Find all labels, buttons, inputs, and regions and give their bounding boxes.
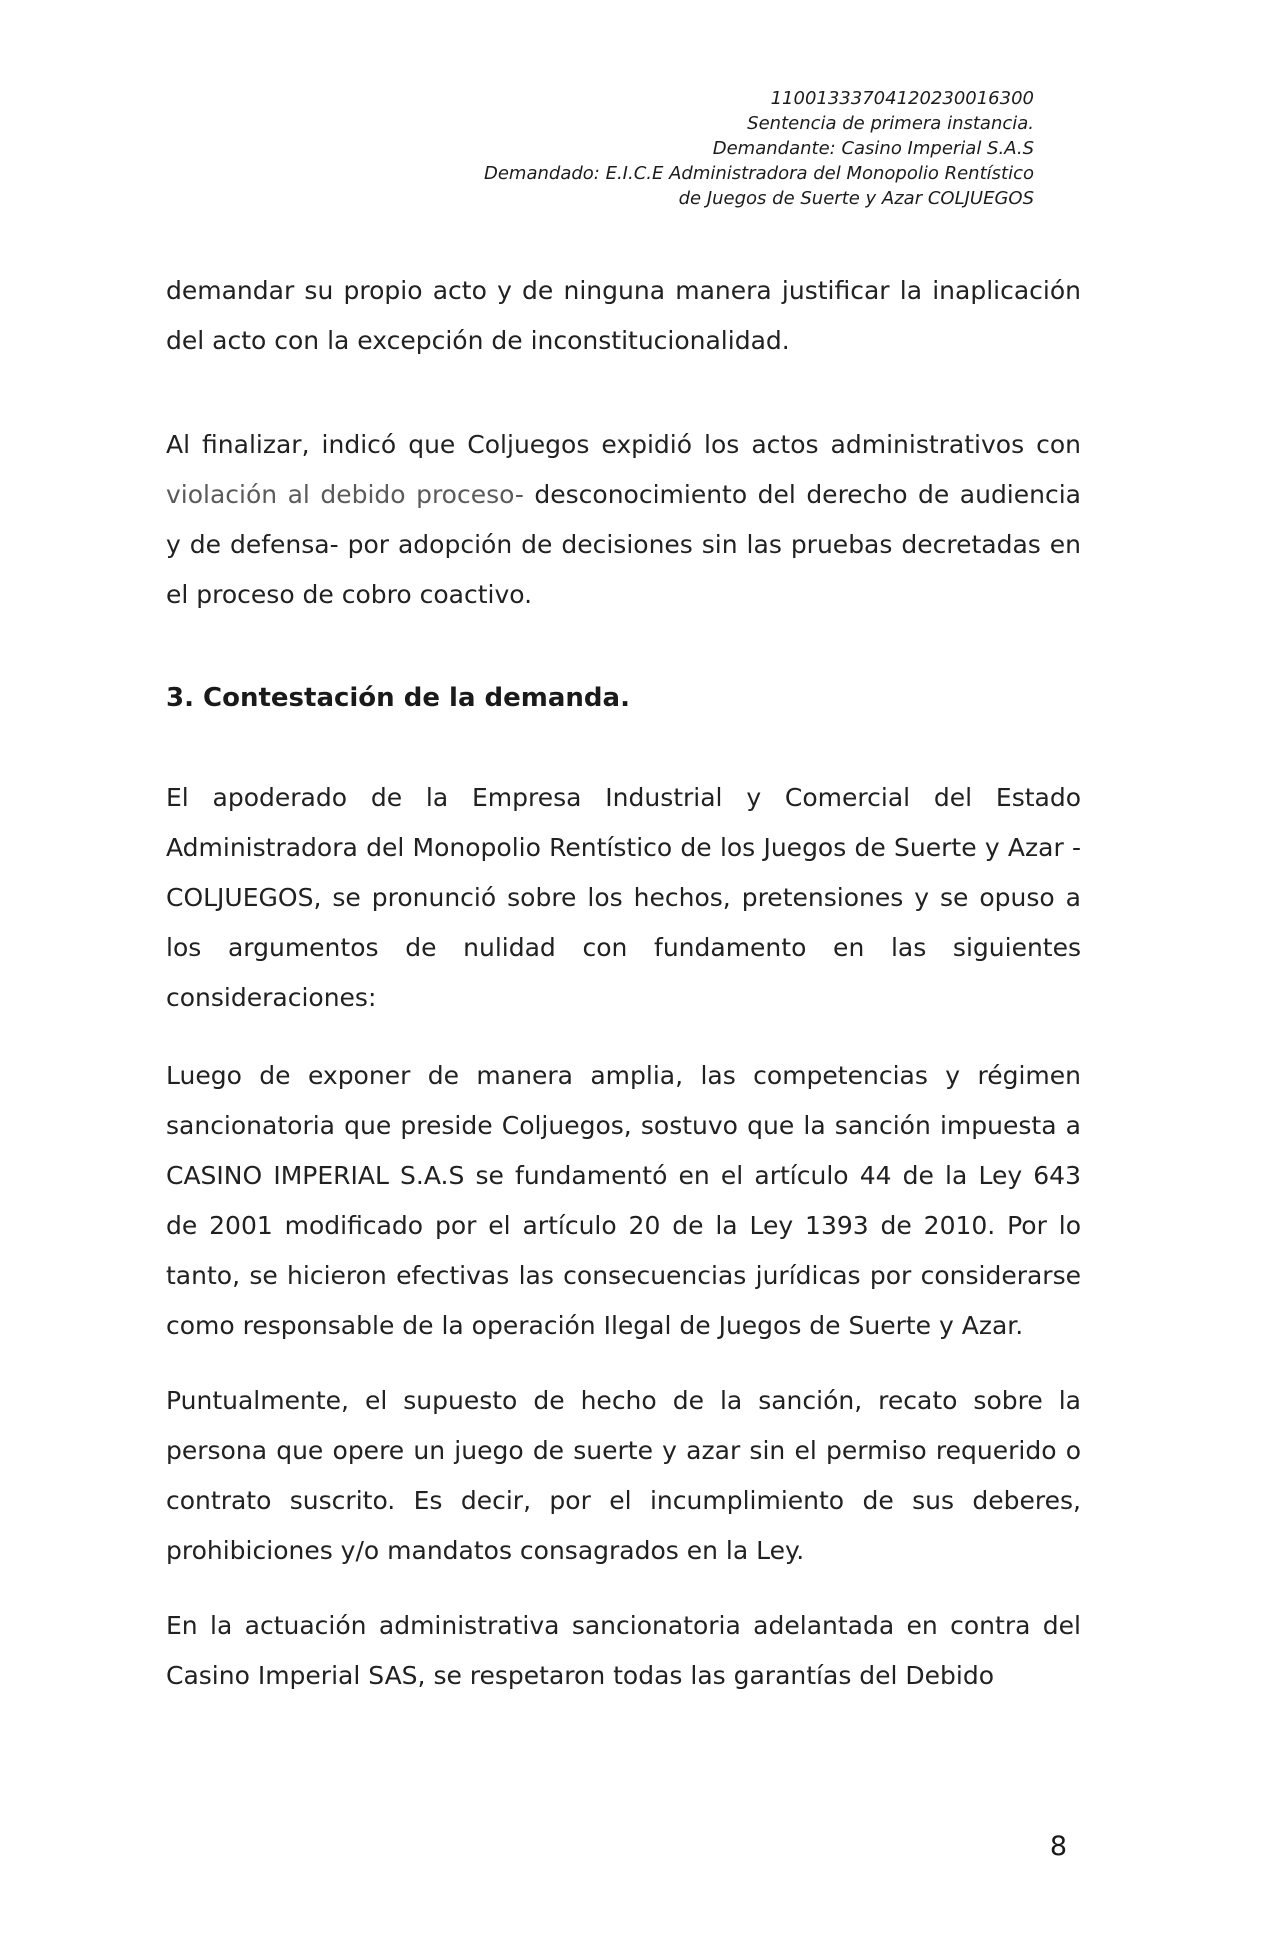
ruling-type: Sentencia de primera instancia. [747,113,1034,134]
paragraph-luego: Luego de exponer de manera amplia, las competencias y régimen sancionatoria que preside Coljuegos, sostuvo que la sanción impuesta a CASINO IMPERIAL S.A.S se fundamentó en el artículo 44 de la Ley 643 de 2001 modificado por el artículo 20 de la Ley 1393 de 2010. Por lo tanto, se hicieron efectivas las consecuencias jurídicas por considerarse como responsable de la operación Ilegal de Juegos de Suerte y Azar. [166,1061,1081,1340]
paragraph-intro: demandar su propio acto y de ninguna manera justificar la inaplicación del acto con la excepción de inconstitucionalidad. [166,276,1081,355]
paragraph-finalizar-pre: Al finalizar, indicó que Coljuegos expidió los actos administrativos con [166,430,1081,459]
defendant-line-2: de Juegos de Suerte y Azar COLJUEGOS [678,188,1034,209]
paragraph-finalizar-post: desconocimiento del derecho de audiencia y de defensa- por adopción de decisiones sin las pruebas decretadas en el proceso de cobro coactivo. [166,480,1081,609]
paragraph-apoderado: El apoderado de la Empresa Industrial y Comercial del Estado Administradora del Monopolio Rentístico de los Juegos de Suerte y Azar -COLJUEGOS, se pronunció sobre los hechos, pretensiones y se opuso a los argumentos de nulidad con fundamento en las siguientes consideraciones: [166,783,1081,1012]
plaintiff-line: Demandante: Casino Imperial S.A.S [712,138,1034,159]
paragraph-puntualmente: Puntualmente, el supuesto de hecho de la sanción, recato sobre la persona que opere un juego de suerte y azar sin el permiso requerido o contrato suscrito. Es decir, por el incumplimiento de sus deberes, prohibiciones y/o mandatos consagrados en la Ley. [166,1386,1081,1565]
defendant-line-1: Demandado: E.I.C.E Administradora del Monopolio Rentístico [484,163,1034,184]
paragraph-finalizar-muted: violación al debido proceso- [166,480,524,509]
case-header [0,0,1276,211]
page-number: 8 [1049,1831,1067,1862]
paragraph-finalizar [166,420,1081,620]
paragraph-actuacion: En la actuación administrativa sancionatoria adelantada en contra del Casino Imperial SAS, se respetaron todas las garantías del Debido [166,1611,1081,1690]
section-heading-contestacion: 3. Contestación de la demanda. [166,683,630,713]
case-number: 11001333704120230016300 [770,88,1034,109]
document-body [0,211,1276,1701]
